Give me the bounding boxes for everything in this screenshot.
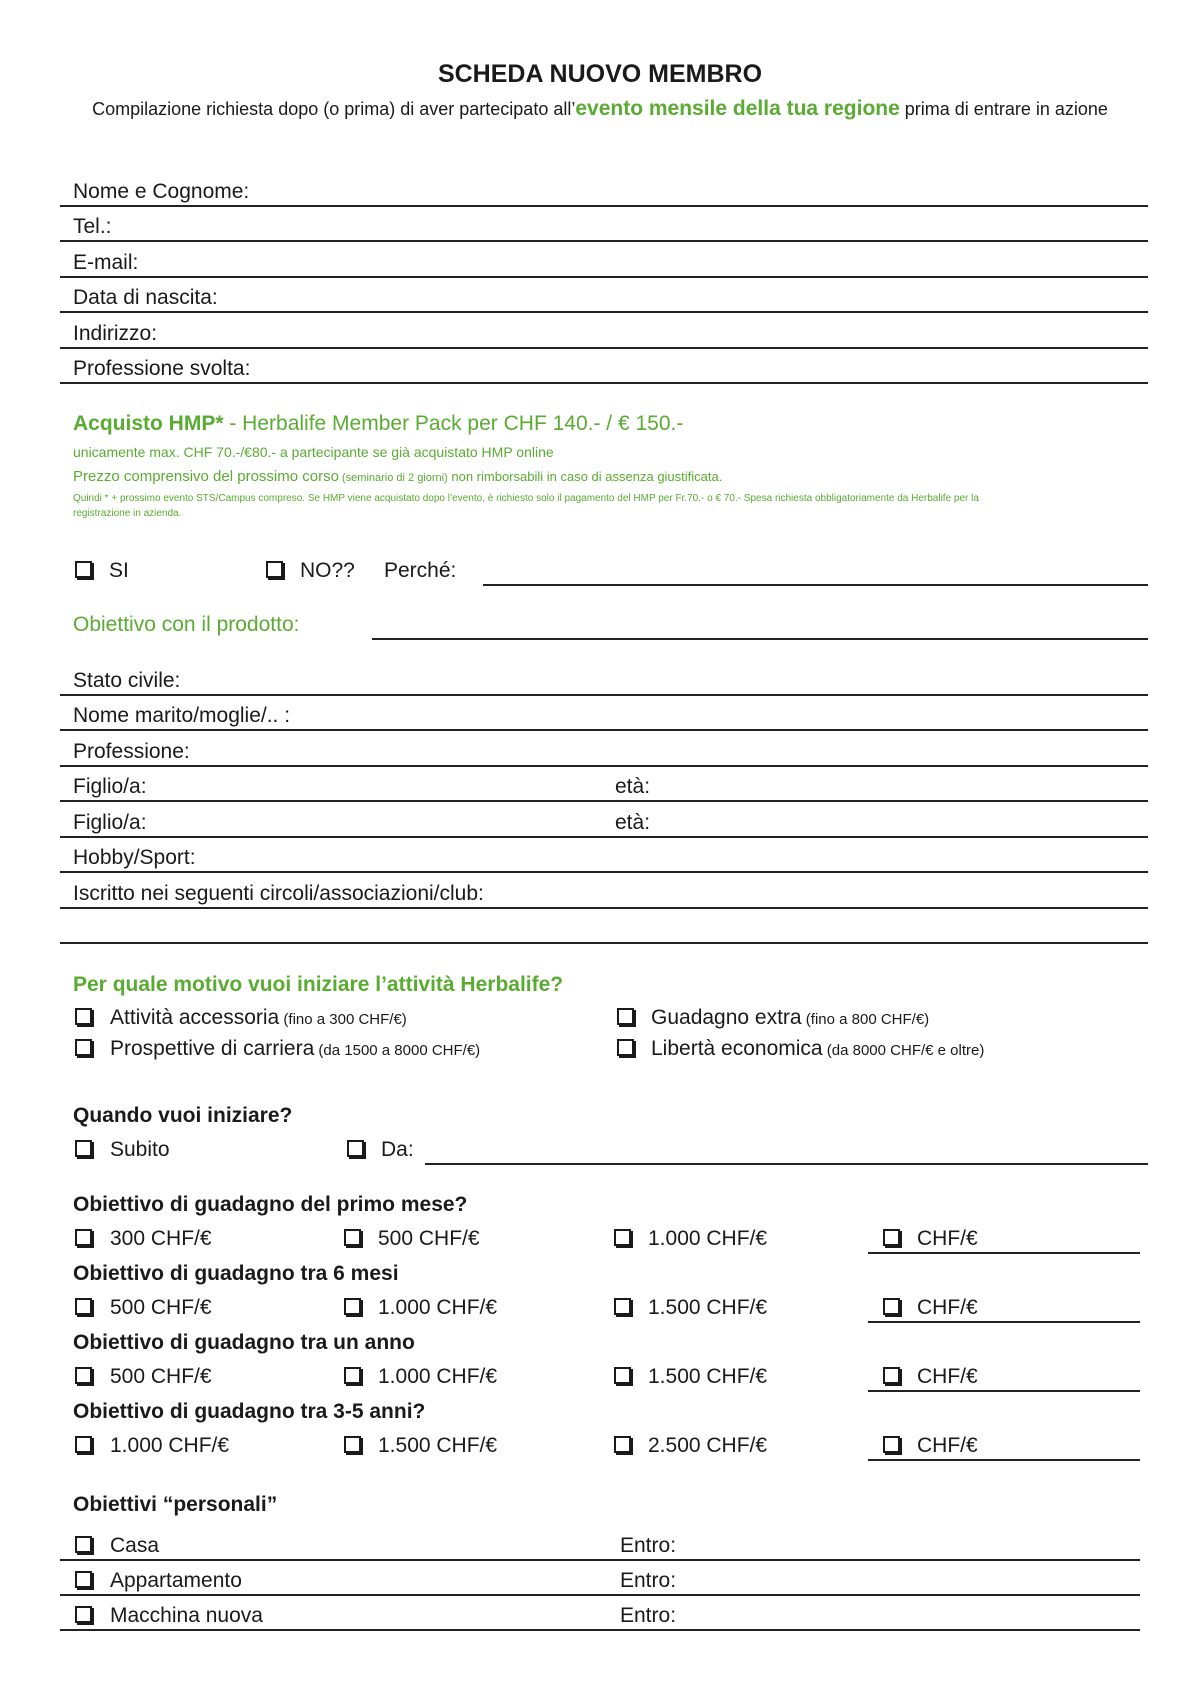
field-nome-line[interactable] <box>60 205 1148 207</box>
hmp-line1: unicamente max. CHF 70.-/€80.- a partecipante se già acquistato HMP online <box>73 444 554 460</box>
motivation-option-1-label: Attività accessoria <box>110 1006 280 1029</box>
goal-2-option-1-checkbox[interactable] <box>75 1298 92 1315</box>
motivation-option-1-checkbox[interactable] <box>75 1008 92 1025</box>
goal-4-option-2-label: 1.500 CHF/€ <box>378 1434 498 1457</box>
field-iscritto-line[interactable] <box>60 907 1148 909</box>
field-figlio1-label: Figlio/a: <box>73 775 147 798</box>
motivation-option-4-label: Libertà economica <box>651 1037 823 1060</box>
field-hobby-label: Hobby/Sport: <box>73 846 196 869</box>
goal-1-option-4-label: CHF/€ <box>917 1227 978 1250</box>
motivation-option-2-checkbox[interactable] <box>617 1008 634 1025</box>
field-nascita-label: Data di nascita: <box>73 286 218 309</box>
personal-goal-appartamento-line[interactable] <box>60 1594 1140 1596</box>
goal-1-option-1-label: 300 CHF/€ <box>110 1227 212 1250</box>
motivation-option-2 <box>651 1007 929 1028</box>
personal-goal-appartamento-by: Entro: <box>620 1569 677 1592</box>
hmp-yes-label: SI <box>109 559 129 582</box>
goal-1-option-4-checkbox[interactable] <box>883 1229 900 1246</box>
personal-goal-appartamento-checkbox[interactable] <box>75 1571 92 1588</box>
personal-goal-macchina-line[interactable] <box>60 1629 1140 1631</box>
product-goal-line[interactable] <box>372 638 1148 640</box>
goal-1-option-2-checkbox[interactable] <box>344 1229 361 1246</box>
motivation-question: Per quale motivo vuoi iniziare l’attività Herbalife? <box>73 973 564 996</box>
personal-goal-macchina-by: Entro: <box>620 1604 677 1627</box>
field-partner-line[interactable] <box>60 729 1148 731</box>
goal-2-custom-line[interactable] <box>868 1321 1140 1323</box>
subtitle-pre: Compilazione richiesta dopo (o prima) di aver partecipato all’ <box>92 99 576 119</box>
goal-1-option-3-checkbox[interactable] <box>614 1229 631 1246</box>
field-iscritto-extra-line[interactable] <box>60 942 1148 944</box>
field-indirizzo-label: Indirizzo: <box>73 322 158 345</box>
field-figlio1-line[interactable] <box>60 800 1148 802</box>
start-from-label: Da: <box>381 1138 414 1161</box>
hmp-no-checkbox[interactable] <box>266 561 283 578</box>
goal-2-option-4-label: CHF/€ <box>917 1296 978 1319</box>
goal-3-option-1-label: 500 CHF/€ <box>110 1365 212 1388</box>
goal-4-custom-line[interactable] <box>868 1459 1140 1461</box>
goal-3-option-4-checkbox[interactable] <box>883 1367 900 1384</box>
hmp-line2-main: Prezzo comprensivo del prossimo corso <box>73 468 339 485</box>
goal-4-option-3-checkbox[interactable] <box>614 1436 631 1453</box>
hmp-line2-small: (seminario di 2 giorni) <box>338 472 448 484</box>
hmp-line2 <box>73 469 722 484</box>
field-hobby-line[interactable] <box>60 871 1148 873</box>
goal-4-option-1-label: 1.000 CHF/€ <box>110 1434 230 1457</box>
field-iscritto-label: Iscritto nei seguenti circoli/associazioni/club: <box>73 882 484 905</box>
hmp-why-line[interactable] <box>483 584 1148 586</box>
field-stato-civile-label: Stato civile: <box>73 669 181 692</box>
goal-1-option-1-checkbox[interactable] <box>75 1229 92 1246</box>
hmp-note-line1: Quindi * + prossimo evento STS/Campus compreso. Se HMP viene acquistato dopo l’evento, è richiesto solo il pagamento del HMP per Fr.70.- o € 70.- Spesa richiesta obbligatoriamente da Herbalife per la <box>73 493 979 504</box>
motivation-option-1-note: (fino a 300 CHF/€) <box>279 1011 407 1028</box>
field-figlio2-label: Figlio/a: <box>73 811 147 834</box>
goal-2-option-2-checkbox[interactable] <box>344 1298 361 1315</box>
goal-1-title: Obiettivo di guadagno del primo mese? <box>73 1193 468 1216</box>
hmp-title-rest: - Herbalife Member Pack per CHF 140.- / € 150.- <box>223 412 684 435</box>
goal-4-title: Obiettivo di guadagno tra 3-5 anni? <box>73 1400 426 1423</box>
personal-goal-appartamento-label: Appartamento <box>110 1569 242 1592</box>
field-eta1-label: età: <box>615 775 651 798</box>
field-figlio2-line[interactable] <box>60 836 1148 838</box>
hmp-why-label: Perché: <box>384 559 457 582</box>
goal-3-option-4-label: CHF/€ <box>917 1365 978 1388</box>
goal-1-option-2-label: 500 CHF/€ <box>378 1227 480 1250</box>
field-partner-professione-line[interactable] <box>60 765 1148 767</box>
goal-2-option-3-label: 1.500 CHF/€ <box>648 1296 768 1319</box>
goal-4-option-1-checkbox[interactable] <box>75 1436 92 1453</box>
hmp-title <box>73 413 683 434</box>
field-tel-label: Tel.: <box>73 215 112 238</box>
motivation-option-2-note: (fino a 800 CHF/€) <box>801 1011 930 1028</box>
hmp-no-label: NO?? <box>300 559 355 582</box>
motivation-option-4-note: (da 8000 CHF/€ e oltre) <box>822 1042 985 1059</box>
motivation-option-3 <box>110 1038 480 1059</box>
start-from-line[interactable] <box>425 1163 1148 1165</box>
goal-1-option-3-label: 1.000 CHF/€ <box>648 1227 768 1250</box>
subtitle-highlight: evento mensile della tua regione <box>575 97 900 120</box>
product-goal-label: Obiettivo con il prodotto: <box>73 613 300 636</box>
motivation-option-4 <box>651 1038 984 1059</box>
motivation-option-2-label: Guadagno extra <box>651 1006 802 1029</box>
motivation-option-1 <box>110 1007 407 1028</box>
hmp-title-bold: Acquisto HMP* <box>73 412 224 435</box>
goal-2-option-1-label: 500 CHF/€ <box>110 1296 212 1319</box>
motivation-option-3-label: Prospettive di carriera <box>110 1037 315 1060</box>
motivation-option-3-note: (da 1500 a 8000 CHF/€) <box>314 1042 481 1059</box>
field-tel-line[interactable] <box>60 240 1148 242</box>
page-title: SCHEDA NUOVO MEMBRO <box>437 60 763 88</box>
goal-2-option-3-checkbox[interactable] <box>614 1298 631 1315</box>
goal-2-option-2-label: 1.000 CHF/€ <box>378 1296 498 1319</box>
start-from-checkbox[interactable] <box>347 1140 364 1157</box>
motivation-option-3-checkbox[interactable] <box>75 1039 92 1056</box>
goal-3-option-1-checkbox[interactable] <box>75 1367 92 1384</box>
field-email-line[interactable] <box>60 276 1148 278</box>
start-question: Quando vuoi iniziare? <box>73 1104 293 1127</box>
subtitle-post: prima di entrare in azione <box>899 99 1108 119</box>
goal-4-option-4-checkbox[interactable] <box>883 1436 900 1453</box>
field-nascita-line[interactable] <box>60 311 1148 313</box>
field-indirizzo-line[interactable] <box>60 347 1148 349</box>
goal-1-custom-line[interactable] <box>868 1252 1140 1254</box>
goal-3-option-3-checkbox[interactable] <box>614 1367 631 1384</box>
field-nome-label: Nome e Cognome: <box>73 180 250 203</box>
goal-4-option-4-label: CHF/€ <box>917 1434 978 1457</box>
goal-3-option-2-label: 1.000 CHF/€ <box>378 1365 498 1388</box>
personal-goal-casa-by: Entro: <box>620 1534 677 1557</box>
field-partner-label: Nome marito/moglie/.. : <box>73 704 291 727</box>
start-now-label: Subito <box>110 1138 170 1161</box>
personal-goal-casa-checkbox[interactable] <box>75 1536 92 1553</box>
field-eta2-label: età: <box>615 811 651 834</box>
goal-3-custom-line[interactable] <box>868 1390 1140 1392</box>
goal-4-option-3-label: 2.500 CHF/€ <box>648 1434 768 1457</box>
hmp-line2-end: non rimborsabili in caso di assenza giustificata. <box>447 469 723 484</box>
hmp-note-line2: registrazione in azienda. <box>73 508 182 519</box>
field-professione-line[interactable] <box>60 382 1148 384</box>
field-professione-label: Professione svolta: <box>73 357 251 380</box>
field-stato-civile-line[interactable] <box>60 694 1148 696</box>
personal-goal-casa-label: Casa <box>110 1534 160 1557</box>
goal-2-title: Obiettivo di guadagno tra 6 mesi <box>73 1262 399 1285</box>
field-partner-professione-label: Professione: <box>73 740 190 763</box>
goal-3-option-2-checkbox[interactable] <box>344 1367 361 1384</box>
field-email-label: E-mail: <box>73 251 139 274</box>
hmp-yes-checkbox[interactable] <box>75 561 92 578</box>
goal-4-option-2-checkbox[interactable] <box>344 1436 361 1453</box>
personal-goal-macchina-label: Macchina nuova <box>110 1604 263 1627</box>
start-now-checkbox[interactable] <box>75 1140 92 1157</box>
goal-3-option-3-label: 1.500 CHF/€ <box>648 1365 768 1388</box>
motivation-option-4-checkbox[interactable] <box>617 1039 634 1056</box>
personal-goal-macchina-checkbox[interactable] <box>75 1606 92 1623</box>
goal-2-option-4-checkbox[interactable] <box>883 1298 900 1315</box>
personal-goals-title: Obiettivi “personali” <box>73 1493 278 1516</box>
goal-3-title: Obiettivo di guadagno tra un anno <box>73 1331 415 1354</box>
personal-goal-casa-line[interactable] <box>60 1559 1140 1561</box>
page-subtitle <box>0 98 1200 119</box>
